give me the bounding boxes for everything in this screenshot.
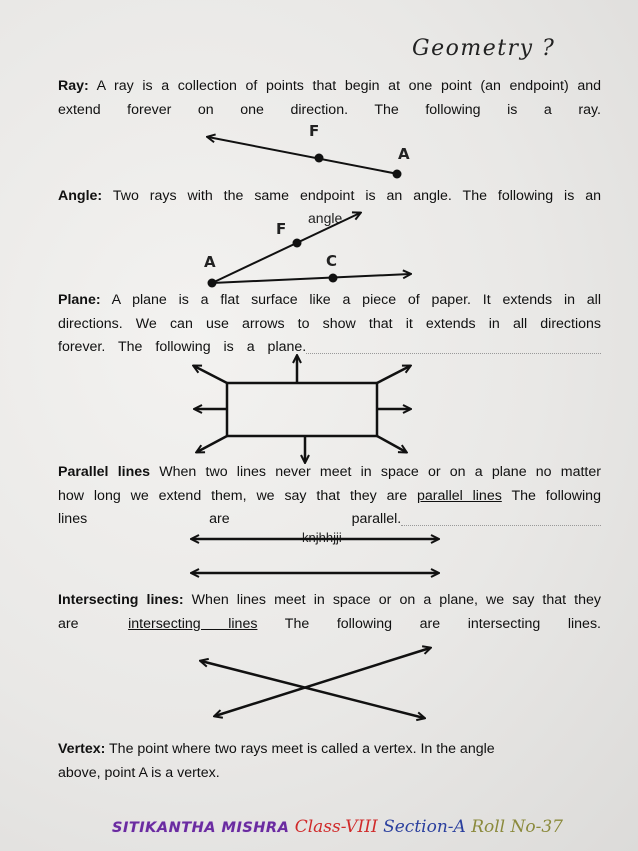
angle-point-c	[329, 274, 338, 283]
vertex-line-1: The point where two rays meet is called a vertex. In the angle	[109, 741, 495, 757]
angle-figure	[208, 213, 411, 288]
stray-text: knjhhjji	[302, 530, 342, 545]
plane-line-1: A plane is a flat surface like a piece of paper. It extends in all	[111, 292, 601, 308]
parallel-lines-link[interactable]: parallel lines	[417, 487, 502, 504]
intersecting-term: Intersecting lines:	[58, 592, 184, 608]
footer-student-name: SITIKANTHA MISHRA	[112, 820, 290, 836]
intersecting-figure	[201, 648, 430, 718]
ray-line-2: extend forever on one direction. The following is a ray.	[58, 101, 601, 118]
vertex-line-2: above, point A is a vertex.	[58, 764, 220, 781]
angle-label-f: F	[276, 220, 287, 238]
intersecting-lines-link[interactable]: intersecting lines	[128, 615, 258, 632]
footer-class: Class-VIII	[294, 817, 378, 837]
angle-label-c: C	[326, 252, 338, 270]
angle-term: Angle:	[58, 188, 103, 204]
ray-label-f: F	[309, 122, 320, 140]
plane-term: Plane:	[58, 292, 101, 308]
parallel-line-3: lines are parallel.	[58, 511, 402, 527]
parallel-figure	[192, 539, 438, 573]
intersecting-line-1: When lines meet in space or on a plane, we say that they	[191, 592, 601, 608]
ray-label-a: A	[398, 145, 410, 163]
angle-point-a	[208, 279, 217, 288]
vertex-term: Vertex:	[58, 741, 106, 757]
angle-line-2: angle	[308, 210, 343, 226]
parallel-line-2-pre: how long we extend them, we say that they are	[58, 487, 408, 504]
angle-point-f	[293, 239, 302, 248]
plane-line-3: forever. The following is a plane.	[58, 339, 307, 355]
footer-roll: Roll No-37	[471, 817, 564, 837]
intersecting-line-2-pre: are	[58, 615, 79, 632]
footer	[112, 817, 563, 837]
ray-figure	[208, 137, 402, 179]
intersecting-line-2-post: The following are intersecting lines.	[284, 615, 601, 632]
ray-term: Ray:	[58, 78, 89, 94]
angle-line-1: Two rays with the same endpoint is an angle. The following is an	[112, 188, 602, 204]
ray-point-a	[393, 170, 402, 179]
parallel-line-2-post: The following	[511, 487, 601, 504]
parallel-term: Parallel lines	[58, 464, 151, 480]
plane-figure	[194, 356, 410, 462]
parallel-line-1: When two lines never meet in space or on a plane no matter	[159, 464, 601, 480]
angle-label-a: A	[204, 253, 216, 271]
page-title: Geometry ?	[412, 36, 556, 61]
ray-line-1: A ray is a collection of points that begin at one point (an endpoint) and	[96, 78, 602, 94]
footer-section: Section-A	[383, 817, 466, 837]
ray-point-f	[315, 154, 324, 163]
plane-line-2: directions. We can use arrows to show that it extends in all directions	[58, 315, 601, 332]
